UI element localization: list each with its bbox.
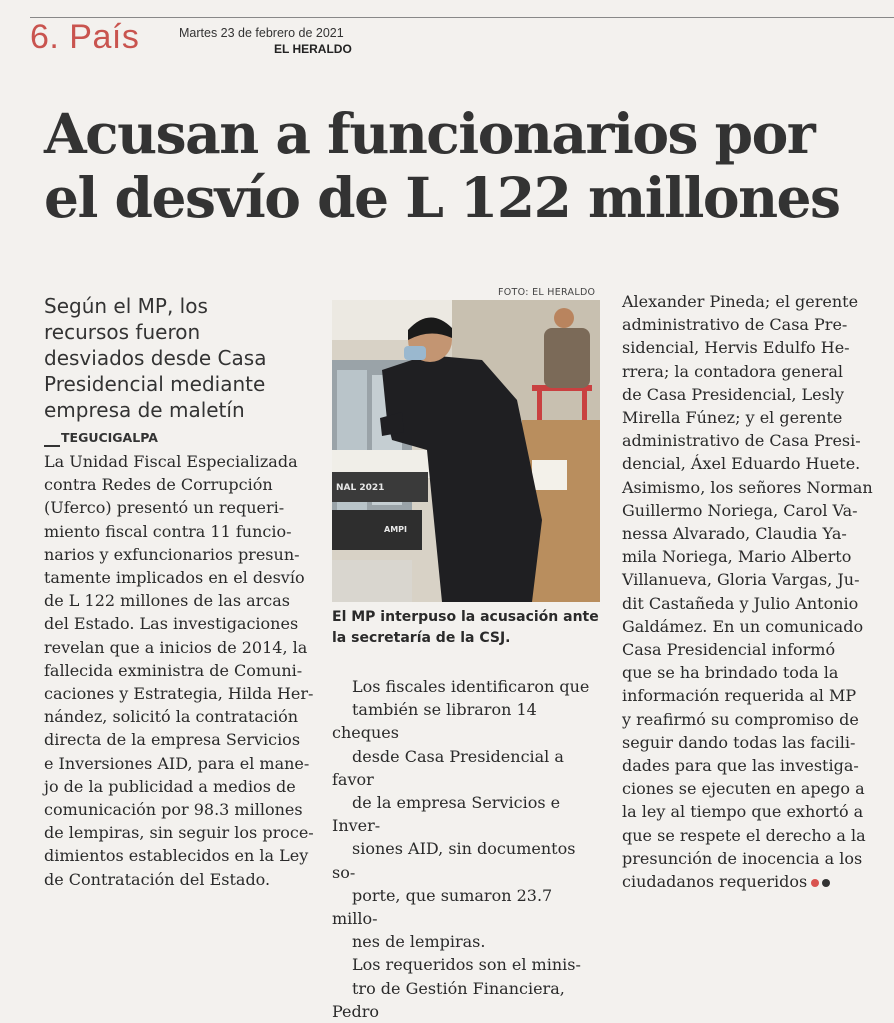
text-line: dencial, Áxel Eduardo Huete.: [622, 454, 861, 474]
photo-credit: FOTO: EL HERALDO: [498, 287, 596, 298]
text-line: información requerida al MP: [622, 686, 857, 706]
text-line: ciudadanos requeridos: [622, 870, 874, 893]
text-line: nández, solicitó la contratación: [44, 707, 299, 727]
text-line: contra Redes de Corrupción: [44, 475, 273, 495]
end-mark-icon: [807, 872, 830, 891]
text-line: nes de lempiras.: [352, 932, 486, 952]
text-line: de la empresa Servicios e Inver-: [332, 793, 561, 836]
photo-box-label: NAL 2021: [336, 483, 385, 493]
top-rule: [30, 17, 894, 18]
text-line: administrativo de Casa Presi-: [622, 431, 861, 451]
text-line: ciones se ejecuten en apego a: [622, 779, 865, 799]
text-line: presunción de inocencia a los: [622, 848, 863, 868]
text-line: Villanueva, Gloria Vargas, Ju-: [622, 570, 860, 590]
text-line: Alexander Pineda; el gerente: [622, 292, 859, 311]
text-line: administrativo de Casa Pre-: [622, 315, 848, 335]
city-rule: [44, 445, 60, 447]
deck-line: desviados desde Casa: [44, 346, 267, 370]
text-line: dades para que las investiga-: [622, 756, 859, 776]
dateline: Martes 23 de febrero de 2021: [179, 26, 344, 40]
column-2: [332, 675, 602, 1023]
text-line: también se libraron 14 cheques: [332, 700, 537, 743]
text-line: sidencial, Hervis Edulfo He-: [622, 338, 850, 358]
text-line: Casa Presidencial informó: [622, 640, 836, 660]
text-line: Guillermo Noriega, Carol Va-: [622, 500, 858, 520]
text-line: caciones y Estrategia, Hilda Her-: [44, 684, 314, 704]
text-line: La Unidad Fiscal Especializada: [44, 452, 298, 471]
newspaper-name: EL HERALDO: [274, 42, 352, 56]
text-line: rrera; la contadora general: [622, 361, 843, 381]
photo-caption: El MP interpuso la acusación ante la secretaría de la CSJ.: [332, 609, 599, 646]
text-line: narios y exfuncionarios presun-: [44, 544, 300, 564]
headline-line: Acusan a funcionarios por: [44, 101, 815, 166]
photo-box-label: AMPI: [384, 525, 407, 534]
text-line: comunicación por 98.3 millones: [44, 800, 303, 820]
paragraph: [332, 675, 602, 953]
text-line: dit Castañeda y Julio Antonio: [622, 593, 859, 613]
news-photo: [332, 300, 600, 602]
text-line: Mirella Fúnez; y el gerente: [622, 408, 843, 428]
paragraph: [332, 953, 602, 1023]
text-line: tro de Gestión Financiera, Pedro: [332, 978, 565, 1021]
text-line: Asimismo, los señores Norman: [622, 477, 873, 497]
deck-line: recursos fueron: [44, 320, 201, 344]
text-line: tamente implicados en el desvío: [44, 568, 305, 588]
text-line: de Casa Presidencial, Lesly: [622, 384, 845, 404]
text-line: desde Casa Presidencial a favor: [332, 746, 564, 789]
text-line: Los requeridos son el minis-: [352, 955, 581, 975]
text-line: siones AID, sin documentos so-: [332, 839, 576, 882]
text-line: fallecida exministra de Comuni-: [44, 660, 303, 680]
text-line: mila Noriega, Mario Alberto: [622, 547, 852, 567]
text-line: la ley al tiempo que exhortó a: [622, 802, 864, 822]
deck-line: Presidencial mediante: [44, 372, 266, 396]
text-line: miento fiscal contra 11 funcio-: [44, 521, 292, 541]
text-line: e Inversiones AID, para el mane-: [44, 753, 310, 773]
deck: [44, 293, 314, 423]
column-3: [622, 290, 874, 893]
headline: [44, 102, 884, 230]
photo-illustration: [332, 300, 600, 602]
column-1: [44, 450, 316, 891]
text-line: que se ha brindado toda la: [622, 663, 839, 683]
headline-line: el desvío de L 122 millones: [44, 165, 840, 230]
text-line: y reafirmó su compromiso de: [622, 709, 859, 729]
text-line: Los fiscales identificaron que: [352, 677, 590, 696]
text-line: revelan que a inicios de 2014, la: [44, 637, 308, 657]
text-line: jo de la publicidad a medios de: [44, 776, 296, 796]
text-line: dimientos establecidos en la Ley: [44, 846, 309, 866]
text-line: Galdámez. En un comunicado: [622, 616, 864, 636]
text-line: que se respete el derecho a la: [622, 825, 866, 845]
text-line: seguir dando todas las facili-: [622, 732, 856, 752]
city-label: TEGUCIGALPA: [61, 430, 158, 445]
text-line: porte, que sumaron 23.7 millo-: [332, 885, 553, 929]
deck-line: empresa de maletín: [44, 398, 245, 422]
text-line: de L 122 millones de las arcas: [44, 591, 291, 611]
section-label: 6. País: [30, 18, 140, 56]
text-line: de Contratación del Estado.: [44, 869, 271, 889]
text-line: (Uferco) presentó un requeri-: [44, 498, 285, 518]
text-line: nessa Alvarado, Claudia Ya-: [622, 524, 847, 544]
text-line: del Estado. Las investigaciones: [44, 614, 299, 634]
deck-line: Según el MP, los: [44, 294, 208, 318]
text-line: de lempiras, sin seguir los proce-: [44, 823, 314, 843]
text-line: directa de la empresa Servicios: [44, 730, 301, 750]
